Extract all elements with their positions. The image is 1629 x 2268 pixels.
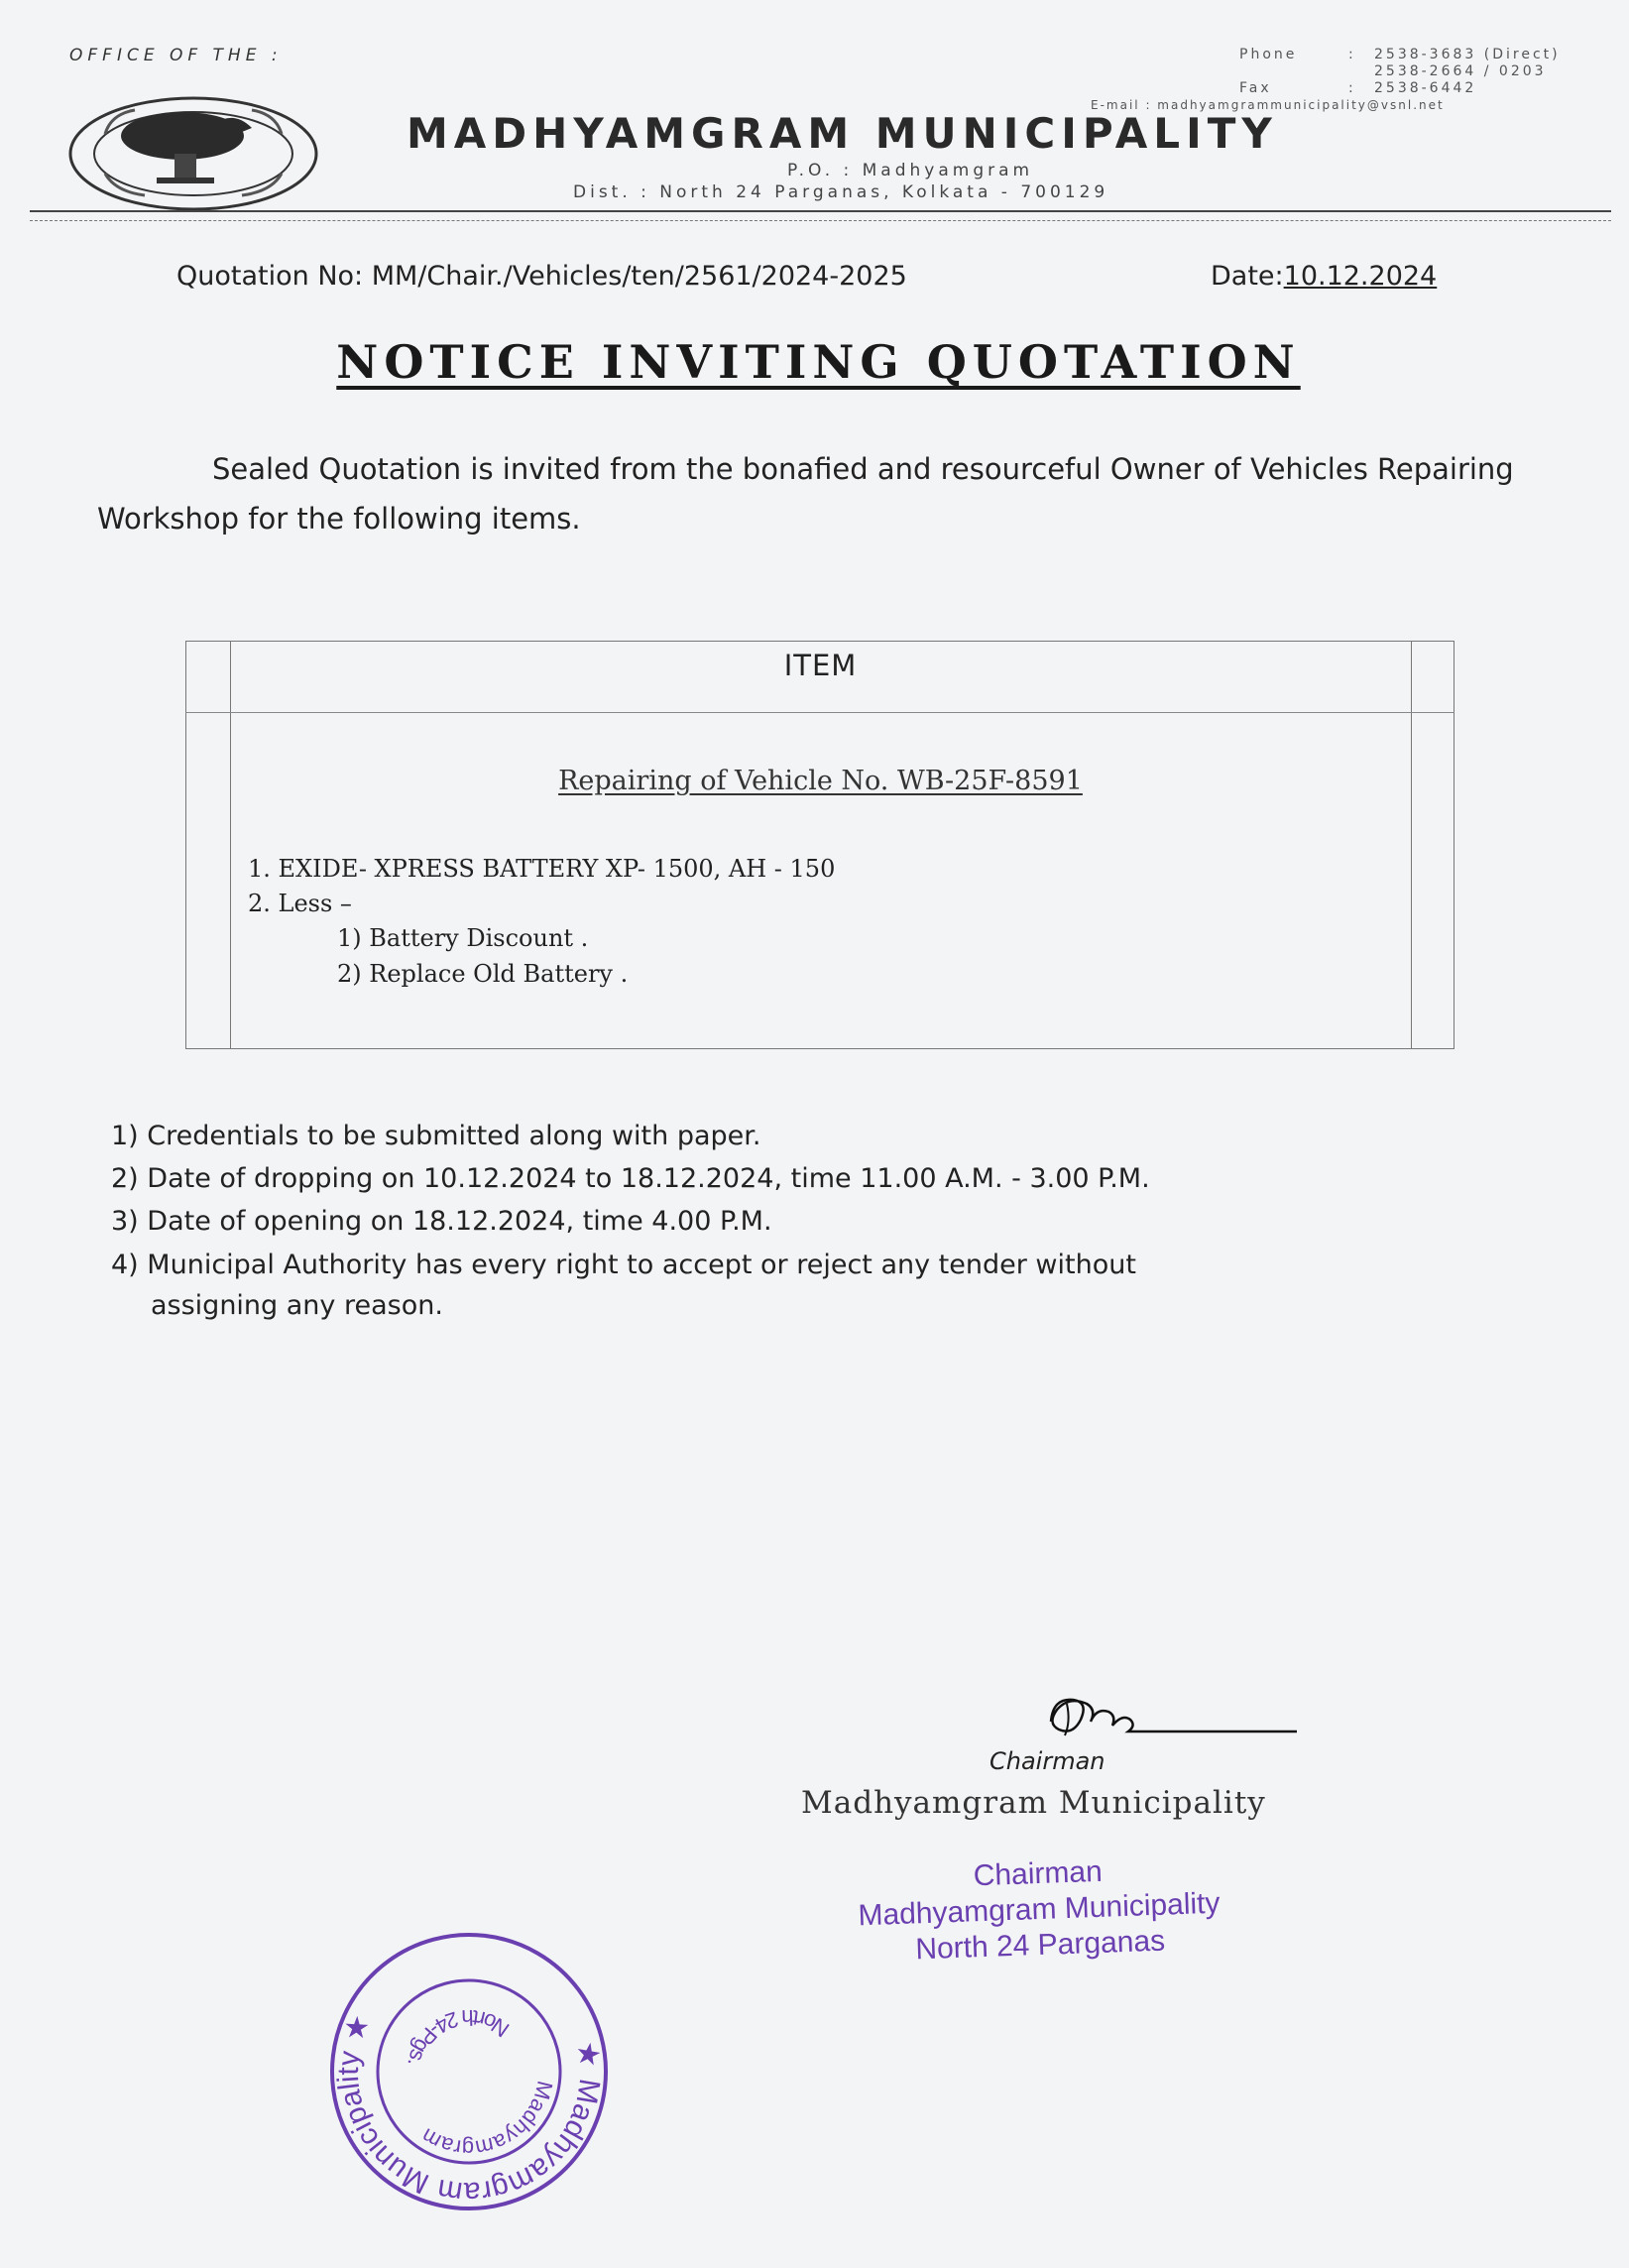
seal-inner-bottom: North 24-Pgs. xyxy=(403,2004,515,2068)
letterhead-divider xyxy=(30,210,1611,212)
round-seal-icon xyxy=(325,1928,613,2215)
svg-text:North 24-Pgs. xyxy=(393,1992,520,2073)
condition-3: 3) Date of opening on 18.12.2024, time 4.00 P.M. xyxy=(111,1206,772,1237)
phone-number-1: 2538-3683 (Direct) xyxy=(1374,47,1561,62)
item-battery: 1. EXIDE- XPRESS BATTERY XP- 1500, AH - 150 xyxy=(248,855,836,883)
signatory-organization: Madhyamgram Municipality xyxy=(801,1785,1266,1821)
stamp-line-1: Chairman xyxy=(973,1854,1104,1893)
quotation-number: Quotation No: MM/Chair./Vehicles/ten/2561/2024-2025 xyxy=(176,261,907,292)
stamp-line-2: Madhyamgram Municipality xyxy=(857,1886,1222,1933)
seal-inner-top: Madhyamgram xyxy=(416,2078,558,2162)
chairman-stamp xyxy=(849,1850,1229,1970)
municipality-emblem-icon xyxy=(65,94,321,213)
table-header-item: ITEM xyxy=(783,649,858,682)
phone-label: Phone xyxy=(1239,47,1298,62)
item-less: 2. Less – xyxy=(248,890,352,917)
svg-text:★ Madhyamgram Municipality ★ xyxy=(325,1948,613,2215)
date-value: 10.12.2024 xyxy=(1283,261,1438,292)
condition-2: 2) Date of dropping on 10.12.2024 to 18.12.2024, time 11.00 A.M. - 3.00 P.M. xyxy=(111,1163,1150,1194)
vehicle-title: Repairing of Vehicle No. WB-25F-8591 xyxy=(558,766,1083,796)
seal-outer-text: ★ Madhyamgram Municipality ★ xyxy=(331,2009,607,2209)
items-table xyxy=(185,641,1454,1049)
condition-4: 4) Municipal Authority has every right to accept or reject any tender without xyxy=(111,1250,1136,1280)
table-left-rule xyxy=(230,641,231,1049)
date-label: Date: xyxy=(1211,261,1284,292)
phone-number-2: 2538-2664 / 0203 xyxy=(1374,63,1547,79)
stamp-line-3: North 24 Parganas xyxy=(914,1924,1166,1967)
post-office: P.O. : Madhyamgram xyxy=(787,161,1034,180)
municipality-name: MADHYAMGRAM MUNICIPALITY xyxy=(407,109,1278,158)
notice-title: NOTICE INVITING QUOTATION xyxy=(336,335,1301,389)
table-right-rule xyxy=(1411,641,1412,1049)
sub-item-discount: 1) Battery Discount . xyxy=(337,924,589,952)
signatory-title: Chairman xyxy=(989,1747,1105,1775)
condition-1: 1) Credentials to be submitted along with paper. xyxy=(111,1121,761,1151)
intro-paragraph: Sealed Quotation is invited from the bonafied and resourceful Owner of Vehicles Repairing Workshop for the following items. xyxy=(97,452,1514,536)
email-address: E-mail : madhyamgrammunicipality@vsnl.net xyxy=(1091,98,1445,112)
signature-icon xyxy=(1041,1682,1338,1751)
condition-4-continued: assigning any reason. xyxy=(151,1290,443,1321)
quotation-date xyxy=(1211,261,1437,292)
contact-block: Phone : 2538-3683 (Direct) 2538-2664 / 0203 Fax : 2538-6442 E-mail : madhyamgrammunicipality@vsnl.net xyxy=(1091,47,1561,112)
table-header-rule xyxy=(185,712,1454,713)
district-address: Dist. : North 24 Parganas, Kolkata - 700129 xyxy=(573,182,1109,202)
office-of-label: OFFICE OF THE : xyxy=(69,46,283,65)
fax-label: Fax xyxy=(1239,80,1272,96)
letterhead-divider-dashed xyxy=(30,220,1611,221)
fax-number: 2538-6442 xyxy=(1374,80,1477,96)
sub-item-replace: 2) Replace Old Battery . xyxy=(337,960,629,988)
